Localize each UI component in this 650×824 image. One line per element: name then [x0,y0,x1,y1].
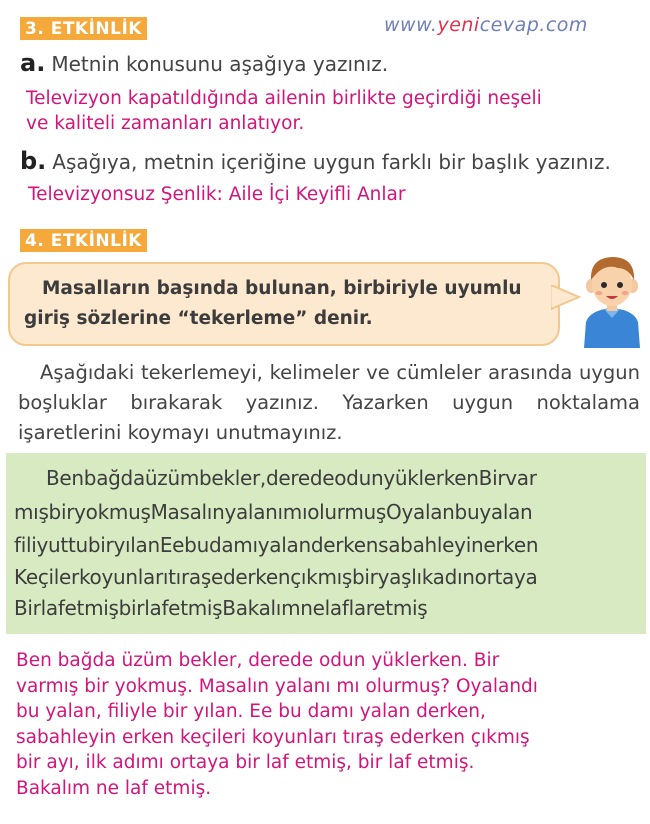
question-b-letter: b. [20,147,47,175]
site-watermark: www.yenicevap.com [384,14,588,36]
answer-line-5: bir ayı, ilk adımı ortaya bir laf etmiş, bir laf etmiş. [16,752,475,773]
question-a [20,49,388,77]
speech-bubble [8,262,560,346]
question-a-text: Metnin konusunu aşağıya yazınız. [51,52,389,76]
question-b-text: Aşağıya, metnin içeriğine uygun farklı bir başlık yazınız. [52,150,611,174]
bubble-line-1: Masalların başında bulunan, birbiriyle uyumlu [42,278,522,299]
instruction-text: Aşağıdaki tekerlemeyi, kelimeler ve cümleler arasında uygun boşluklar bırakarak yazınız. Yazarken uygun noktalama işaretlerini koymayı unutmayınız. [18,361,640,444]
question-b [20,147,611,175]
tekerleme-line-2: mışbiryokmuşMasalınyalanımıolurmuşOyalanbuyalan [14,500,533,524]
bubble-text [24,274,554,334]
answer-line-6: Bakalım ne laf etmiş. [16,777,212,799]
boy-illustration-icon [578,252,646,348]
question-a-letter: a. [20,49,46,77]
tekerleme-line-3: filiyuttubiryılanEebudamıyalanderkensabahleyinerken [14,533,539,557]
activity-3-tag: 3. ETKİNLİK [20,17,147,40]
bubble-line-2: giriş sözlerine “tekerleme” denir. [24,308,373,329]
tekerleme-answer [16,648,646,801]
answer-line-4: sabahleyin erken keçileri koyunları tıraş ederken çıkmış [16,726,530,748]
answer-a [26,86,542,136]
answer-a-line-1: Televizyon kapatıldığında ailenin birlikte geçirdiği neşeli [26,88,542,109]
tekerleme-line-4: Keçilerkoyunlarıtıraşederkençıkmışbiryaşlıkadınortaya [14,565,538,589]
bubble-tail-icon [551,285,581,311]
answer-line-2: varmış bir yokmuş. Masalın yalanı mı olurmuş? Oyalandı [16,675,538,697]
tekerleme-line-5: BirlafetmişbirlafetmişBakalımnelaflaretmiş [14,596,428,620]
answer-a-line-2: ve kaliteli zamanları anlatıyor. [26,113,305,134]
tekerleme-line-1: Benbağdaüzümbekler,deredeodunyüklerkenBirvar [46,466,537,490]
answer-line-1: Ben bağda üzüm bekler, derede odun yüklerken. Bir [16,650,500,671]
activity-4-tag: 4. ETKİNLİK [20,229,147,252]
answer-line-3: bu yalan, filiyle bir yılan. Ee bu damı yalan derken, [16,701,486,722]
answer-b: Televizyonsuz Şenlik: Aile İçi Keyifli Anlar [28,184,406,205]
